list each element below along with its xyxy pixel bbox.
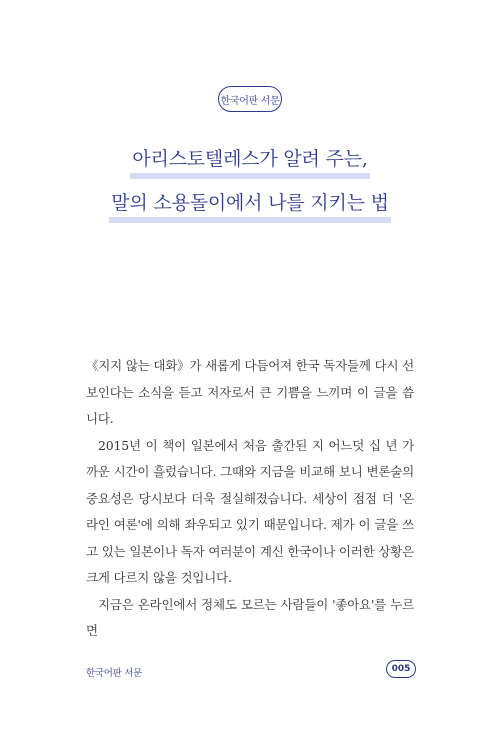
- body-text: [86, 353, 414, 645]
- section-badge-label: 한국어판 서문: [220, 95, 280, 107]
- page-number: [386, 660, 416, 678]
- body-paragraph: 지금은 온라인에서 정체도 모르는 사람들이 '좋아요'를 누르면: [86, 596, 414, 638]
- chapter-title-line-2: 말의 소용돌이에서 나를 지키는 법: [109, 190, 391, 223]
- page-number-label: 005: [391, 664, 411, 674]
- section-badge: [218, 86, 282, 112]
- footer-section-label: 한국어판 서문: [86, 668, 142, 679]
- body-paragraph: 《지지 않는 대화》가 새롭게 다듬어져 한국 독자들께 다시 선보인다는 소식을 듣고 저자로서 큰 기쁨을 느끼며 이 글을 씁니다.: [86, 358, 414, 426]
- body-paragraph: 2015년 이 책이 일본에서 처음 출간된 지 어느덧 십 년 가까운 시간이 흘렀습니다. 그때와 지금을 비교해 보니 변론술의 중요성은 당시보다 더욱 절실해졌습니다. 세상이 점점 더 '온라인 여론'에 의해 좌우되고 있기 때문입니다. 제가 이 글을 쓰고 있는 일본이나 독자 여러분이 계신 한국이나 이러한 상황은 크게 다르지 않을 것입니다.: [86, 437, 414, 585]
- chapter-title: [0, 146, 500, 223]
- chapter-title-line-1: 아리스토텔레스가 알려 주는,: [130, 146, 369, 179]
